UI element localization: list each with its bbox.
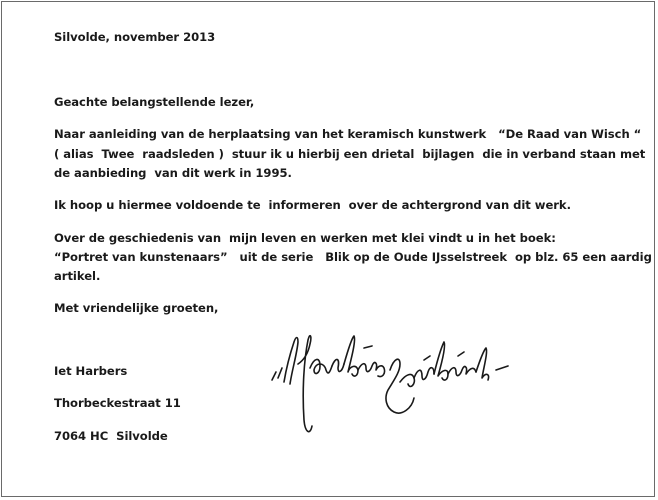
closing: Met vriendelijke groeten, bbox=[54, 301, 219, 315]
paragraph-2-line-1: Ik hoop u hiermee voldoende te informeren over de achtergrond van dit werk. bbox=[54, 198, 571, 212]
paragraph-1-line-1: Naar aanleiding van de herplaatsing van het keramisch kunstwerk “De Raad van Wisch “ bbox=[54, 127, 642, 141]
place-date: Silvolde, november 2013 bbox=[54, 30, 216, 44]
paragraph-3-line-2: “Portret van kunstenaars” uit de serie Blik op de Oude IJsselstreek op blz. 65 een aardig bbox=[54, 250, 652, 264]
paragraph-1-line-3: de aanbieding van dit werk in 1995. bbox=[54, 166, 292, 180]
sender-name: Iet Harbers bbox=[54, 364, 128, 378]
paragraph-3-line-1: Over de geschiedenis van mijn leven en werken met klei vindt u in het boek: bbox=[54, 231, 556, 245]
sender-street: Thorbeckestraat 11 bbox=[54, 396, 181, 410]
letter-page bbox=[1, 1, 655, 497]
handwritten-signature-icon bbox=[268, 320, 518, 450]
sender-postal-city: 7064 HC Silvolde bbox=[54, 429, 168, 443]
paragraph-3-line-3: artikel. bbox=[54, 269, 101, 283]
paragraph-1-line-2: ( alias Twee raadsleden ) stuur ik u hierbij een drietal bijlagen die in verband staan met bbox=[54, 147, 646, 161]
salutation: Geachte belangstellende lezer, bbox=[54, 95, 255, 109]
